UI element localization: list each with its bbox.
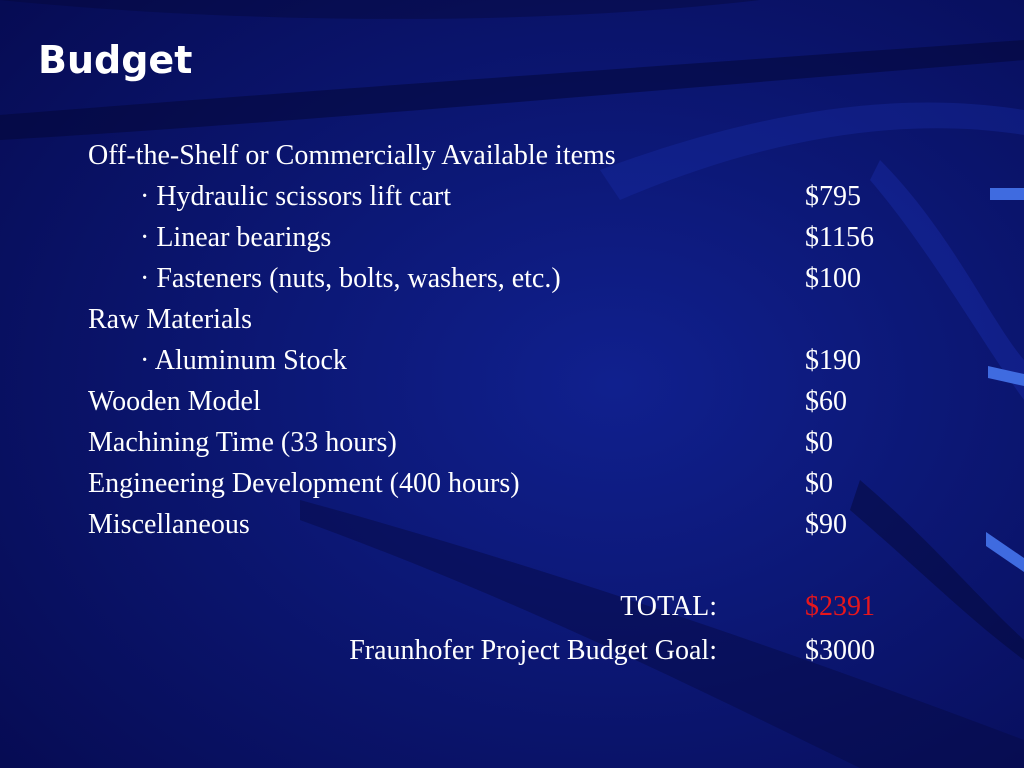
budget-row-amount: $190 [805, 345, 861, 376]
budget-row-amount: $1156 [805, 222, 874, 253]
budget-row-label: · Hydraulic scissors lift cart [140, 181, 452, 212]
budget-row-label: Engineering Development (400 hours) [88, 468, 520, 499]
budget-row-label: Machining Time (33 hours) [88, 427, 397, 458]
accent-bar-top [990, 188, 1024, 200]
budget-row-label: Wooden Model [88, 386, 261, 417]
budget-row-label: Off-the-Shelf or Commercially Available items [88, 140, 616, 171]
budget-row-label: Miscellaneous [88, 509, 250, 540]
total-value: $2391 [805, 591, 875, 622]
budget-row-amount: $90 [805, 509, 847, 540]
budget-row-label: · Linear bearings [140, 222, 332, 253]
budget-goal-value: $3000 [805, 635, 875, 666]
slide-title: Budget [38, 38, 193, 82]
budget-row-label: · Aluminum Stock [140, 345, 347, 376]
budget-row-amount: $60 [805, 386, 847, 417]
budget-row-amount: $100 [805, 263, 861, 294]
budget-row-label: · Fasteners (nuts, bolts, washers, etc.) [140, 263, 561, 294]
budget-goal-label: Fraunhofer Project Budget Goal: [349, 635, 717, 666]
budget-row-label: Raw Materials [88, 304, 253, 335]
budget-row-amount: $795 [805, 181, 861, 212]
budget-row-amount: $0 [805, 427, 833, 458]
budget-row-amount: $0 [805, 468, 833, 499]
total-label: TOTAL: [620, 591, 717, 622]
